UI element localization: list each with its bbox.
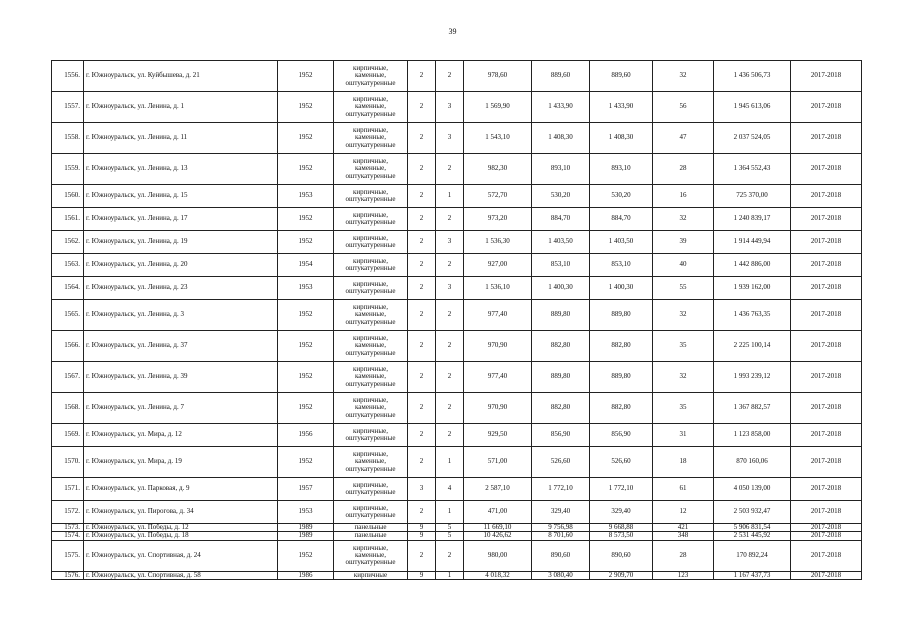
residents-cell: 35 bbox=[653, 393, 714, 424]
living-area-cell: 1 772,10 bbox=[532, 478, 590, 501]
row-number: 1569. bbox=[52, 424, 84, 447]
table-row bbox=[52, 571, 862, 579]
year-built-cell: 1952 bbox=[278, 123, 334, 154]
table-row bbox=[52, 185, 862, 208]
living-area-cell: 889,80 bbox=[532, 362, 590, 393]
period-cell: 2017-2018 bbox=[791, 154, 862, 185]
period-cell: 2017-2018 bbox=[791, 478, 862, 501]
repair-cost-cell: 1 240 839,17 bbox=[714, 208, 791, 231]
repair-cost-cell: 5 906 831,54 bbox=[714, 524, 791, 532]
total-area-cell: 970,90 bbox=[464, 393, 532, 424]
table-row bbox=[52, 231, 862, 254]
row-number: 1560. bbox=[52, 185, 84, 208]
residents-cell: 55 bbox=[653, 277, 714, 300]
residents-cell: 12 bbox=[653, 501, 714, 524]
period-cell: 2017-2018 bbox=[791, 92, 862, 123]
floors-cell: 2 bbox=[408, 540, 436, 571]
wall-material-cell: кирпичные, каменные, оштукатуренные bbox=[334, 61, 408, 92]
residential-area-cell: 890,60 bbox=[590, 540, 653, 571]
period-cell: 2017-2018 bbox=[791, 331, 862, 362]
wall-material-cell: кирпичные, каменные, оштукатуренные bbox=[334, 154, 408, 185]
total-area-cell: 1 536,30 bbox=[464, 231, 532, 254]
wall-material-cell: кирпичные, каменные, оштукатуренные bbox=[334, 331, 408, 362]
total-area-cell: 1 569,90 bbox=[464, 92, 532, 123]
row-number: 1575. bbox=[52, 540, 84, 571]
year-built-cell: 1952 bbox=[278, 331, 334, 362]
repair-cost-cell: 1 123 858,00 bbox=[714, 424, 791, 447]
entrances-cell: 2 bbox=[436, 540, 464, 571]
residential-area-cell: 889,80 bbox=[590, 300, 653, 331]
year-built-cell: 1953 bbox=[278, 277, 334, 300]
total-area-cell: 977,40 bbox=[464, 362, 532, 393]
entrances-cell: 2 bbox=[436, 61, 464, 92]
residential-area-cell: 856,90 bbox=[590, 424, 653, 447]
table-row bbox=[52, 154, 862, 185]
living-area-cell: 1 403,50 bbox=[532, 231, 590, 254]
repair-cost-cell: 1 939 162,00 bbox=[714, 277, 791, 300]
year-built-cell: 1952 bbox=[278, 447, 334, 478]
floors-cell: 2 bbox=[408, 61, 436, 92]
residential-area-cell: 882,80 bbox=[590, 393, 653, 424]
living-area-cell: 893,10 bbox=[532, 154, 590, 185]
year-built-cell: 1956 bbox=[278, 424, 334, 447]
total-area-cell: 1 543,10 bbox=[464, 123, 532, 154]
total-area-cell: 977,40 bbox=[464, 300, 532, 331]
wall-material-cell: кирпичные, каменные, оштукатуренные bbox=[334, 447, 408, 478]
living-area-cell: 882,80 bbox=[532, 331, 590, 362]
wall-material-cell: кирпичные, оштукатуренные bbox=[334, 231, 408, 254]
page-number: 39 bbox=[448, 27, 457, 36]
address-cell: г. Южноуральск, ул. Ленина, д. 3 bbox=[84, 300, 278, 331]
year-built-cell: 1952 bbox=[278, 231, 334, 254]
residents-cell: 31 bbox=[653, 424, 714, 447]
residential-area-cell: 889,60 bbox=[590, 61, 653, 92]
period-cell: 2017-2018 bbox=[791, 254, 862, 277]
total-area-cell: 978,60 bbox=[464, 61, 532, 92]
row-number: 1574. bbox=[52, 532, 84, 540]
living-area-cell: 526,60 bbox=[532, 447, 590, 478]
wall-material-cell: кирпичные bbox=[334, 571, 408, 579]
living-area-cell: 329,40 bbox=[532, 501, 590, 524]
repair-cost-cell: 1 367 882,57 bbox=[714, 393, 791, 424]
repair-cost-cell: 1 442 886,00 bbox=[714, 254, 791, 277]
wall-material-cell: кирпичные, оштукатуренные bbox=[334, 424, 408, 447]
table-row bbox=[52, 524, 862, 532]
floors-cell: 2 bbox=[408, 393, 436, 424]
living-area-cell: 890,60 bbox=[532, 540, 590, 571]
wall-material-cell: кирпичные, каменные, оштукатуренные bbox=[334, 540, 408, 571]
repair-cost-cell: 1 436 763,35 bbox=[714, 300, 791, 331]
year-built-cell: 1989 bbox=[278, 524, 334, 532]
residents-cell: 35 bbox=[653, 331, 714, 362]
wall-material-cell: кирпичные, каменные, оштукатуренные bbox=[334, 393, 408, 424]
residents-cell: 32 bbox=[653, 61, 714, 92]
residential-area-cell: 9 668,88 bbox=[590, 524, 653, 532]
repair-cost-cell: 2 037 524,05 bbox=[714, 123, 791, 154]
residents-cell: 40 bbox=[653, 254, 714, 277]
repair-cost-cell: 1 167 437,73 bbox=[714, 571, 791, 579]
repair-cost-cell: 1 945 613,06 bbox=[714, 92, 791, 123]
address-cell: г. Южноуральск, ул. Спортивная, д. 58 bbox=[84, 571, 278, 579]
address-cell: г. Южноуральск, ул. Ленина, д. 37 bbox=[84, 331, 278, 362]
total-area-cell: 980,00 bbox=[464, 540, 532, 571]
period-cell: 2017-2018 bbox=[791, 231, 862, 254]
table-row bbox=[52, 424, 862, 447]
address-cell: г. Южноуральск, ул. Победы, д. 18 bbox=[84, 532, 278, 540]
entrances-cell: 2 bbox=[436, 254, 464, 277]
residential-area-cell: 329,40 bbox=[590, 501, 653, 524]
period-cell: 2017-2018 bbox=[791, 208, 862, 231]
residential-area-cell: 2 909,70 bbox=[590, 571, 653, 579]
repair-cost-cell: 1 364 552,43 bbox=[714, 154, 791, 185]
address-cell: г. Южноуральск, ул. Пирогова, д. 34 bbox=[84, 501, 278, 524]
period-cell: 2017-2018 bbox=[791, 524, 862, 532]
floors-cell: 2 bbox=[408, 254, 436, 277]
total-area-cell: 970,90 bbox=[464, 331, 532, 362]
residential-area-cell: 853,10 bbox=[590, 254, 653, 277]
row-number: 1563. bbox=[52, 254, 84, 277]
floors-cell: 2 bbox=[408, 331, 436, 362]
living-area-cell: 889,80 bbox=[532, 300, 590, 331]
housing-registry-table bbox=[51, 60, 862, 580]
entrances-cell: 2 bbox=[436, 331, 464, 362]
total-area-cell: 571,00 bbox=[464, 447, 532, 478]
year-built-cell: 1953 bbox=[278, 501, 334, 524]
residents-cell: 123 bbox=[653, 571, 714, 579]
period-cell: 2017-2018 bbox=[791, 540, 862, 571]
address-cell: г. Южноуральск, ул. Ленина, д. 39 bbox=[84, 362, 278, 393]
address-cell: г. Южноуральск, ул. Ленина, д. 1 bbox=[84, 92, 278, 123]
wall-material-cell: кирпичные, оштукатуренные bbox=[334, 478, 408, 501]
entrances-cell: 2 bbox=[436, 154, 464, 185]
residential-area-cell: 530,20 bbox=[590, 185, 653, 208]
residents-cell: 28 bbox=[653, 154, 714, 185]
year-built-cell: 1952 bbox=[278, 61, 334, 92]
table-row bbox=[52, 277, 862, 300]
period-cell: 2017-2018 bbox=[791, 362, 862, 393]
row-number: 1558. bbox=[52, 123, 84, 154]
residents-cell: 32 bbox=[653, 362, 714, 393]
table-row bbox=[52, 532, 862, 540]
year-built-cell: 1952 bbox=[278, 300, 334, 331]
address-cell: г. Южноуральск, ул. Ленина, д. 17 bbox=[84, 208, 278, 231]
address-cell: г. Южноуральск, ул. Победы, д. 12 bbox=[84, 524, 278, 532]
wall-material-cell: кирпичные, оштукатуренные bbox=[334, 277, 408, 300]
living-area-cell: 853,10 bbox=[532, 254, 590, 277]
table-row bbox=[52, 300, 862, 331]
row-number: 1566. bbox=[52, 331, 84, 362]
wall-material-cell: кирпичные, каменные, оштукатуренные bbox=[334, 362, 408, 393]
row-number: 1571. bbox=[52, 478, 84, 501]
residential-area-cell: 8 573,50 bbox=[590, 532, 653, 540]
period-cell: 2017-2018 bbox=[791, 61, 862, 92]
floors-cell: 2 bbox=[408, 185, 436, 208]
living-area-cell: 530,20 bbox=[532, 185, 590, 208]
table-row bbox=[52, 254, 862, 277]
wall-material-cell: кирпичные, каменные, оштукатуренные bbox=[334, 123, 408, 154]
entrances-cell: 2 bbox=[436, 362, 464, 393]
living-area-cell: 882,80 bbox=[532, 393, 590, 424]
period-cell: 2017-2018 bbox=[791, 501, 862, 524]
living-area-cell: 1 408,30 bbox=[532, 123, 590, 154]
floors-cell: 2 bbox=[408, 92, 436, 123]
row-number: 1570. bbox=[52, 447, 84, 478]
wall-material-cell: кирпичные, оштукатуренные bbox=[334, 208, 408, 231]
year-built-cell: 1953 bbox=[278, 185, 334, 208]
entrances-cell: 2 bbox=[436, 393, 464, 424]
entrances-cell: 1 bbox=[436, 447, 464, 478]
living-area-cell: 856,90 bbox=[532, 424, 590, 447]
residential-area-cell: 1 408,30 bbox=[590, 123, 653, 154]
residential-area-cell: 884,70 bbox=[590, 208, 653, 231]
table-row bbox=[52, 393, 862, 424]
residents-cell: 56 bbox=[653, 92, 714, 123]
address-cell: г. Южноуральск, ул. Ленина, д. 7 bbox=[84, 393, 278, 424]
residents-cell: 348 bbox=[653, 532, 714, 540]
table-row bbox=[52, 478, 862, 501]
floors-cell: 3 bbox=[408, 478, 436, 501]
residents-cell: 39 bbox=[653, 231, 714, 254]
entrances-cell: 1 bbox=[436, 185, 464, 208]
residents-cell: 61 bbox=[653, 478, 714, 501]
wall-material-cell: кирпичные, каменные, оштукатуренные bbox=[334, 92, 408, 123]
entrances-cell: 1 bbox=[436, 501, 464, 524]
living-area-cell: 1 400,30 bbox=[532, 277, 590, 300]
year-built-cell: 1952 bbox=[278, 362, 334, 393]
total-area-cell: 10 426,62 bbox=[464, 532, 532, 540]
wall-material-cell: панельные bbox=[334, 532, 408, 540]
total-area-cell: 927,00 bbox=[464, 254, 532, 277]
year-built-cell: 1952 bbox=[278, 540, 334, 571]
residents-cell: 47 bbox=[653, 123, 714, 154]
floors-cell: 9 bbox=[408, 571, 436, 579]
table-row bbox=[52, 208, 862, 231]
floors-cell: 2 bbox=[408, 424, 436, 447]
row-number: 1572. bbox=[52, 501, 84, 524]
address-cell: г. Южноуральск, ул. Куйбышева, д. 21 bbox=[84, 61, 278, 92]
table-row bbox=[52, 447, 862, 478]
period-cell: 2017-2018 bbox=[791, 123, 862, 154]
repair-cost-cell: 1 993 239,12 bbox=[714, 362, 791, 393]
row-number: 1573. bbox=[52, 524, 84, 532]
residents-cell: 18 bbox=[653, 447, 714, 478]
living-area-cell: 9 756,98 bbox=[532, 524, 590, 532]
row-number: 1564. bbox=[52, 277, 84, 300]
floors-cell: 2 bbox=[408, 277, 436, 300]
entrances-cell: 4 bbox=[436, 478, 464, 501]
residential-area-cell: 1 433,90 bbox=[590, 92, 653, 123]
year-built-cell: 1952 bbox=[278, 92, 334, 123]
floors-cell: 2 bbox=[408, 231, 436, 254]
living-area-cell: 1 433,90 bbox=[532, 92, 590, 123]
table-row bbox=[52, 123, 862, 154]
wall-material-cell: кирпичные, оштукатуренные bbox=[334, 185, 408, 208]
floors-cell: 2 bbox=[408, 362, 436, 393]
address-cell: г. Южноуральск, ул. Ленина, д. 15 bbox=[84, 185, 278, 208]
period-cell: 2017-2018 bbox=[791, 185, 862, 208]
floors-cell: 2 bbox=[408, 154, 436, 185]
period-cell: 2017-2018 bbox=[791, 447, 862, 478]
residential-area-cell: 889,80 bbox=[590, 362, 653, 393]
residents-cell: 32 bbox=[653, 208, 714, 231]
wall-material-cell: кирпичные, каменные, оштукатуренные bbox=[334, 300, 408, 331]
table-row bbox=[52, 540, 862, 571]
address-cell: г. Южноуральск, ул. Парковая, д. 9 bbox=[84, 478, 278, 501]
row-number: 1559. bbox=[52, 154, 84, 185]
total-area-cell: 1 536,10 bbox=[464, 277, 532, 300]
period-cell: 2017-2018 bbox=[791, 424, 862, 447]
row-number: 1557. bbox=[52, 92, 84, 123]
table-body bbox=[52, 61, 862, 580]
floors-cell: 2 bbox=[408, 123, 436, 154]
total-area-cell: 982,30 bbox=[464, 154, 532, 185]
address-cell: г. Южноуральск, ул. Ленина, д. 20 bbox=[84, 254, 278, 277]
living-area-cell: 889,60 bbox=[532, 61, 590, 92]
entrances-cell: 2 bbox=[436, 424, 464, 447]
entrances-cell: 3 bbox=[436, 277, 464, 300]
address-cell: г. Южноуральск, ул. Мира, д. 12 bbox=[84, 424, 278, 447]
total-area-cell: 2 587,10 bbox=[464, 478, 532, 501]
row-number: 1568. bbox=[52, 393, 84, 424]
total-area-cell: 4 018,32 bbox=[464, 571, 532, 579]
total-area-cell: 929,50 bbox=[464, 424, 532, 447]
row-number: 1567. bbox=[52, 362, 84, 393]
address-cell: г. Южноуральск, ул. Мира, д. 19 bbox=[84, 447, 278, 478]
table-row bbox=[52, 362, 862, 393]
period-cell: 2017-2018 bbox=[791, 532, 862, 540]
row-number: 1576. bbox=[52, 571, 84, 579]
address-cell: г. Южноуральск, ул. Ленина, д. 13 bbox=[84, 154, 278, 185]
year-built-cell: 1986 bbox=[278, 571, 334, 579]
repair-cost-cell: 870 160,06 bbox=[714, 447, 791, 478]
total-area-cell: 11 669,10 bbox=[464, 524, 532, 532]
residents-cell: 28 bbox=[653, 540, 714, 571]
period-cell: 2017-2018 bbox=[791, 393, 862, 424]
entrances-cell: 2 bbox=[436, 208, 464, 231]
residential-area-cell: 1 772,10 bbox=[590, 478, 653, 501]
residents-cell: 32 bbox=[653, 300, 714, 331]
year-built-cell: 1952 bbox=[278, 393, 334, 424]
repair-cost-cell: 1 436 506,73 bbox=[714, 61, 791, 92]
entrances-cell: 3 bbox=[436, 123, 464, 154]
residents-cell: 16 bbox=[653, 185, 714, 208]
repair-cost-cell: 4 050 139,00 bbox=[714, 478, 791, 501]
period-cell: 2017-2018 bbox=[791, 300, 862, 331]
year-built-cell: 1952 bbox=[278, 154, 334, 185]
period-cell: 2017-2018 bbox=[791, 571, 862, 579]
row-number: 1565. bbox=[52, 300, 84, 331]
wall-material-cell: панельные bbox=[334, 524, 408, 532]
total-area-cell: 973,20 bbox=[464, 208, 532, 231]
repair-cost-cell: 725 370,00 bbox=[714, 185, 791, 208]
repair-cost-cell: 2 503 932,47 bbox=[714, 501, 791, 524]
residential-area-cell: 882,80 bbox=[590, 331, 653, 362]
floors-cell: 9 bbox=[408, 524, 436, 532]
residential-area-cell: 1 403,50 bbox=[590, 231, 653, 254]
living-area-cell: 3 080,40 bbox=[532, 571, 590, 579]
repair-cost-cell: 2 225 100,14 bbox=[714, 331, 791, 362]
address-cell: г. Южноуральск, ул. Ленина, д. 11 bbox=[84, 123, 278, 154]
year-built-cell: 1989 bbox=[278, 532, 334, 540]
repair-cost-cell: 170 892,24 bbox=[714, 540, 791, 571]
address-cell: г. Южноуральск, ул. Ленина, д. 19 bbox=[84, 231, 278, 254]
address-cell: г. Южноуральск, ул. Ленина, д. 23 bbox=[84, 277, 278, 300]
entrances-cell: 3 bbox=[436, 231, 464, 254]
residential-area-cell: 526,60 bbox=[590, 447, 653, 478]
entrances-cell: 2 bbox=[436, 300, 464, 331]
address-cell: г. Южноуральск, ул. Спортивная, д. 24 bbox=[84, 540, 278, 571]
row-number: 1561. bbox=[52, 208, 84, 231]
floors-cell: 9 bbox=[408, 532, 436, 540]
year-built-cell: 1957 bbox=[278, 478, 334, 501]
total-area-cell: 471,00 bbox=[464, 501, 532, 524]
table-row bbox=[52, 92, 862, 123]
residential-area-cell: 893,10 bbox=[590, 154, 653, 185]
year-built-cell: 1952 bbox=[278, 208, 334, 231]
row-number: 1562. bbox=[52, 231, 84, 254]
floors-cell: 2 bbox=[408, 447, 436, 478]
living-area-cell: 884,70 bbox=[532, 208, 590, 231]
entrances-cell: 3 bbox=[436, 92, 464, 123]
entrances-cell: 5 bbox=[436, 524, 464, 532]
row-number: 1556. bbox=[52, 61, 84, 92]
wall-material-cell: кирпичные, оштукатуренные bbox=[334, 254, 408, 277]
total-area-cell: 572,70 bbox=[464, 185, 532, 208]
year-built-cell: 1954 bbox=[278, 254, 334, 277]
residential-area-cell: 1 400,30 bbox=[590, 277, 653, 300]
living-area-cell: 8 701,60 bbox=[532, 532, 590, 540]
repair-cost-cell: 1 914 449,94 bbox=[714, 231, 791, 254]
residents-cell: 421 bbox=[653, 524, 714, 532]
table-row bbox=[52, 61, 862, 92]
entrances-cell: 1 bbox=[436, 571, 464, 579]
entrances-cell: 5 bbox=[436, 532, 464, 540]
period-cell: 2017-2018 bbox=[791, 277, 862, 300]
repair-cost-cell: 2 531 445,92 bbox=[714, 532, 791, 540]
table-row bbox=[52, 331, 862, 362]
floors-cell: 2 bbox=[408, 300, 436, 331]
table-row bbox=[52, 501, 862, 524]
wall-material-cell: кирпичные, оштукатуренные bbox=[334, 501, 408, 524]
floors-cell: 2 bbox=[408, 208, 436, 231]
floors-cell: 2 bbox=[408, 501, 436, 524]
